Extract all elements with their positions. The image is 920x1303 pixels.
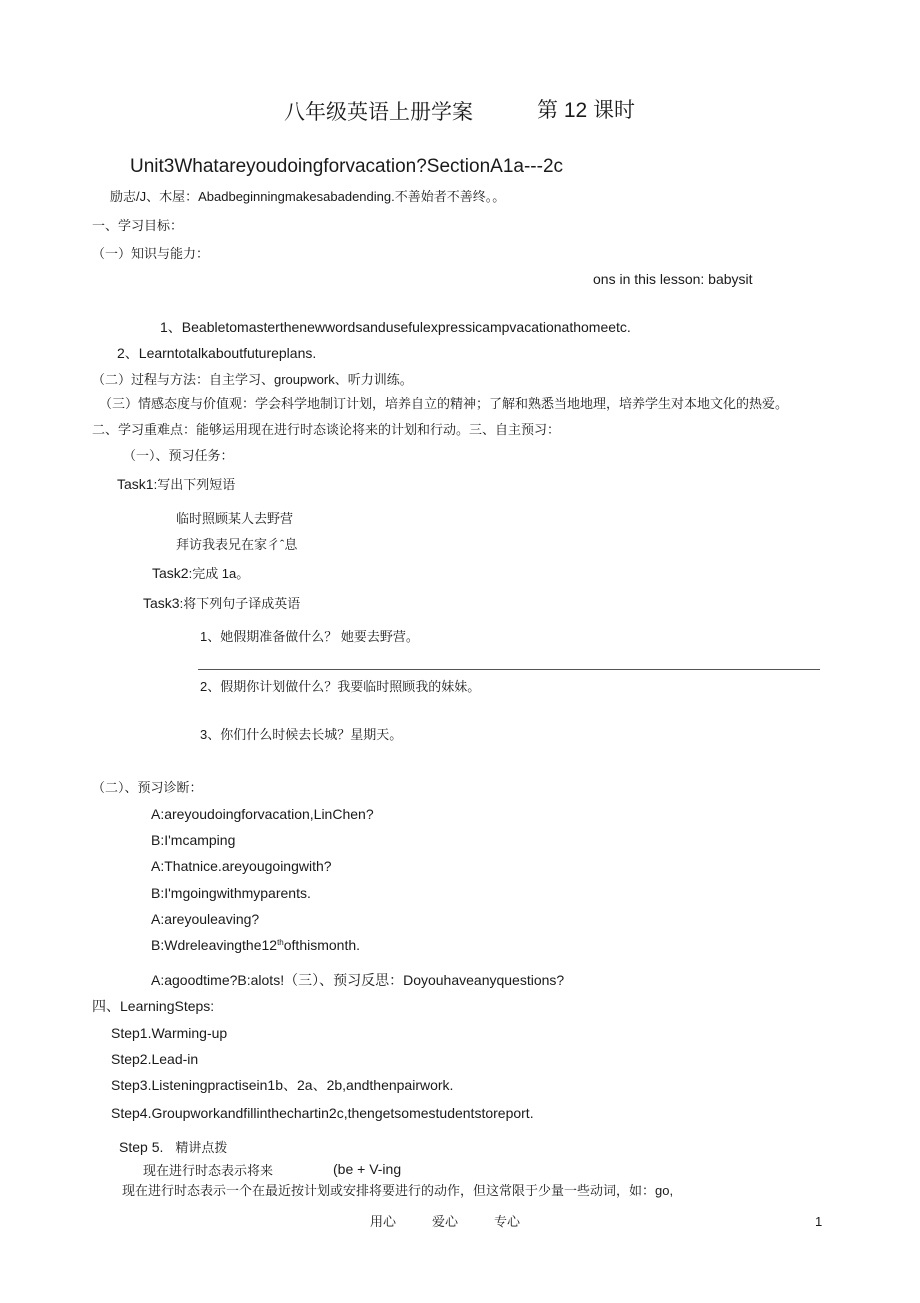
knowledge-ability-heading: （一）知识与能力： bbox=[92, 246, 210, 261]
task-2-text: :完成 1a。 bbox=[188, 566, 250, 581]
sentence-2: 2、假期你计划做什么？我要临时照顾我的妹妹。 bbox=[200, 679, 481, 694]
footer-word-1: 用心 bbox=[370, 1214, 397, 1229]
dialogue-line-6-post: ofthismonth. bbox=[283, 937, 361, 953]
task-1-label: Task1 bbox=[117, 476, 154, 492]
task-1 bbox=[117, 477, 235, 491]
step-2: Step2.Lead-in bbox=[111, 1051, 199, 1067]
stray-text: ons in this lesson: babysit bbox=[593, 271, 753, 287]
task-2 bbox=[152, 566, 249, 580]
motto: 励志/J、木屋：Abadbeginningmakesabadending.不善始者不善终。。 bbox=[110, 189, 506, 204]
step-5 bbox=[119, 1140, 227, 1154]
section1-heading: 一、学习目标： bbox=[92, 218, 184, 233]
dialogue-line-1: A:areyoudoingforvacation,LinChen? bbox=[151, 806, 374, 822]
sentence-1: 1、她假期准备做什么？ 她要去野营。 bbox=[200, 629, 419, 644]
goal-1: 1、Beabletomasterthenewwordsandusefulexpressicampvacationathomeetc. bbox=[160, 319, 631, 335]
preview-task-heading: （一）、预习任务： bbox=[123, 448, 234, 463]
grammar-note-label: 现在进行时态表示将来 bbox=[143, 1163, 274, 1178]
dialogue-line-6 bbox=[151, 938, 360, 952]
process-method: （二）过程与方法：自主学习、groupwork、听力训练。 bbox=[92, 372, 413, 387]
grammar-explanation: 现在进行时态表示一个在最近按计划或安排将要进行的动作，但这常限于少量一些动词，如：go, bbox=[122, 1183, 674, 1198]
task-1-text: :写出下列短语 bbox=[153, 477, 236, 492]
step-3: Step3.Listeningpractisein1b、2a、2b,andthenpairwork. bbox=[111, 1077, 454, 1093]
task-3-label: Task3 bbox=[143, 595, 180, 611]
grammar-formula: (be + V-ing bbox=[333, 1161, 402, 1177]
steps-heading: 四、LearningSteps: bbox=[92, 998, 215, 1014]
dialogue-line-5: A:areyouleaving? bbox=[151, 911, 260, 927]
dialogue-line-4: B:I'mgoingwithmyparents. bbox=[151, 885, 311, 901]
task-3 bbox=[143, 596, 300, 610]
dialogue-line-2: B:I'mcamping bbox=[151, 832, 236, 848]
diagnosis-heading: （二）、预习诊断： bbox=[92, 780, 203, 795]
attitude-values: （三）情感态度与价值观：学会科学地制订计划，培养自立的精神；了解和熟悉当地地理，培养学生对本地文化的热爱。 bbox=[99, 396, 789, 411]
lesson-number: 第 12 课时 bbox=[537, 99, 636, 122]
doc-title: 八年级英语上册学案 bbox=[284, 101, 473, 124]
ordinal-suffix: th bbox=[277, 938, 284, 947]
phrase-2: 拜访我表兄在家彳ˆ息 bbox=[176, 537, 298, 552]
sentence-3: 3、你们什么时候去长城？星期天。 bbox=[200, 727, 403, 742]
dialogue-line-3: A:Thatnice.areyougoingwith? bbox=[151, 858, 332, 874]
key-points: 二、学习重难点：能够运用现在进行时态谈论将来的计划和行动。三、自主预习： bbox=[92, 422, 561, 437]
step-1: Step1.Warming-up bbox=[111, 1025, 228, 1041]
task-3-text: :将下列句子译成英语 bbox=[179, 596, 301, 611]
footer-word-2: 爱心 bbox=[432, 1214, 459, 1229]
answer-line bbox=[198, 669, 820, 670]
step-4: Step4.Groupworkandfillinthechartin2c,thengetsomestudentstoreport. bbox=[111, 1105, 534, 1121]
step-5-label: Step 5. bbox=[119, 1139, 164, 1155]
step-5-text: 精讲点拨 bbox=[175, 1140, 228, 1155]
unit-title: Unit3Whatareyoudoingforvacation?SectionA1a---2c bbox=[130, 156, 564, 177]
footer-word-3: 专心 bbox=[494, 1214, 521, 1229]
dialogue-line-6-pre: B:Wdreleavingthe12 bbox=[151, 937, 278, 953]
goal-2: 2、Learntotalkaboutfutureplans. bbox=[117, 345, 317, 361]
task-2-label: Task2 bbox=[152, 565, 189, 581]
phrase-1: 临时照顾某人去野营 bbox=[176, 511, 294, 526]
dialogue-line-7: A:agoodtime?B:alots!（三）、预习反思：Doyouhaveanyquestions? bbox=[151, 972, 565, 988]
page-number: 1 bbox=[815, 1214, 823, 1229]
